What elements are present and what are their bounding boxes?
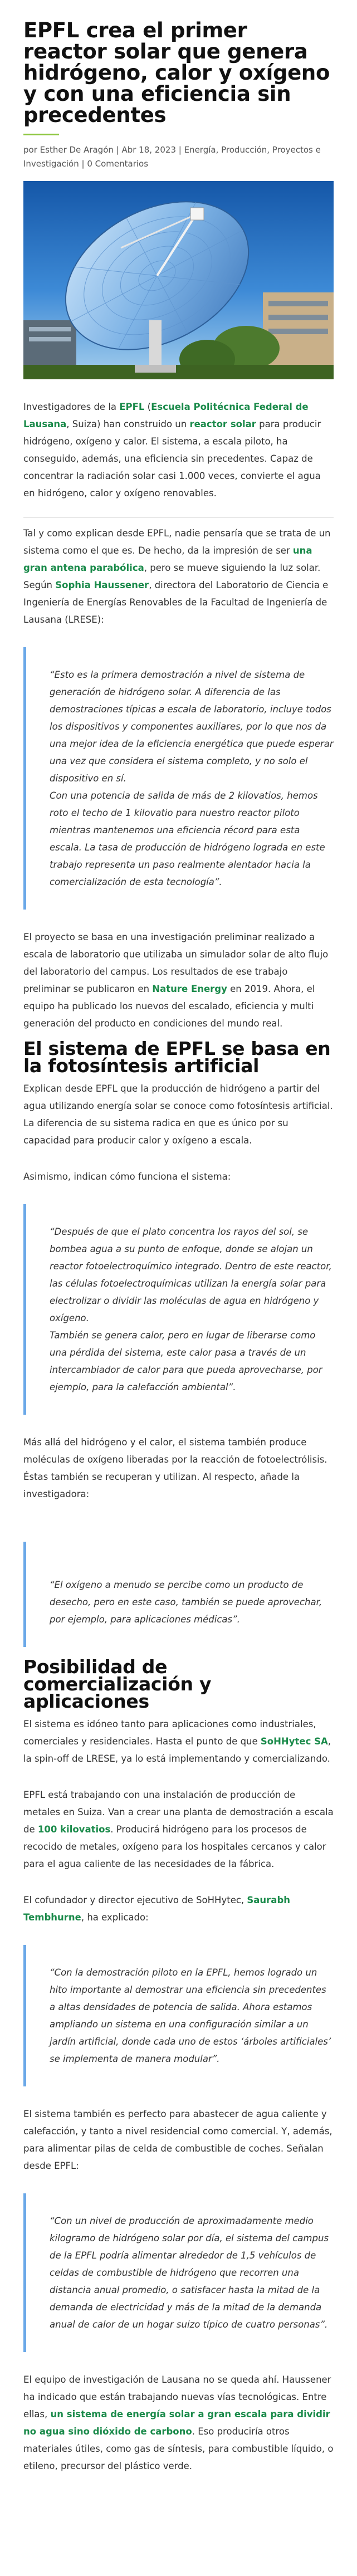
text-run: ( — [144, 402, 151, 412]
quote-system — [23, 1204, 334, 1415]
link-saurabh-tembhurne[interactable]: Saurabh Tembhurne — [23, 1895, 290, 1923]
article-title: EPFL crea el primer reactor solar que genera hidrógeno, calor y oxígeno y con una eficiencia sin precedentes — [23, 18, 330, 127]
spacer — [23, 1415, 334, 1434]
text-run: , la spin-off de LRESE, ya lo está implementando y comercializando. — [23, 1736, 331, 1764]
comments-link[interactable]: 0 Comentarios — [87, 159, 149, 169]
solar-dish-illustration — [23, 181, 334, 379]
spacer — [23, 1503, 334, 1542]
link-sophia-haussener[interactable]: Sophia Haussener — [55, 580, 149, 590]
text-run: , pero se mueve siguiendo la luz solar. Según — [23, 563, 321, 590]
link-reactor-solar[interactable]: reactor solar — [189, 419, 256, 429]
meta-separator: | — [175, 145, 184, 155]
spacer — [23, 1149, 334, 1168]
spacer — [23, 910, 334, 928]
paragraph — [23, 1786, 334, 1873]
quote-text: “El oxígeno a menudo se percibe como un producto de desecho, pero en este caso, también se puede aprovechar, por ejemplo, para aplicaciones médicas”. — [50, 1580, 322, 1625]
text-run: EPFL está trabajando con una instalación de producción de metales en Suiza. Van a crear una planta de demostración a escala de — [23, 1790, 334, 1835]
text-run: Investigadores de la — [23, 402, 120, 412]
meta-by: por — [23, 145, 37, 155]
text-run: en 2019. Ahora, el equipo ha publicado los nuevos del escalado, eficiencia y multi generación del producto en condiciones del mundo real. — [23, 984, 315, 1029]
intro-paragraph — [23, 398, 334, 502]
quote-oxygen — [23, 1542, 334, 1647]
text-run: , ha explicado: — [81, 1912, 149, 1923]
link-antena-parabolica[interactable]: una gran antena parabólica — [23, 545, 312, 573]
section-heading: Posibilidad de comercialización y aplicaciones — [23, 1656, 212, 1712]
quote-text: También se genera calor, pero en lugar de liberarse como una pérdida del sistema, este calor pasa a través de un intercambiador de calor para que pueda aprovecharse, por ejemplo, para la calefacción ambiental”. — [50, 1330, 322, 1392]
spacer — [23, 628, 334, 647]
link-epfl[interactable]: EPFL — [119, 402, 145, 412]
category-link-proyectos[interactable]: Proyectos e Investigación — [23, 145, 321, 169]
paragraph: Más allá del hidrógeno y el calor, el sistema también produce moléculas de oxígeno liberadas por la reacción de fotoelectrólisis. Éstas también se recuperan y utilizan. Al respecto, añade la investigadora: — [23, 1437, 327, 1499]
text-run: El sistema es idóneo tanto para aplicaciones como industriales, comerciales y residenciales. Hasta el punto de que — [23, 1719, 316, 1747]
quote-haussener — [23, 647, 334, 910]
text-run: , Suiza) han construido un — [66, 419, 190, 429]
text-run: El proyecto se basa en una investigación preliminar realizado a escala de laboratorio que utilizaba un simulador solar de alto flujo del laboratorio del campus. Los resultados de ese trabajo preliminar se publicaron en — [23, 932, 329, 994]
spacer — [23, 2352, 334, 2371]
paragraph — [23, 525, 334, 628]
meta-comma: , — [216, 145, 222, 155]
paragraph — [23, 1891, 334, 1926]
text-run: . Producirá hidrógeno para los procesos de recocido de metales, oxígeno para los hospitales cercanos y calor para el agua caliente de las necesidades de la fábrica. — [23, 1824, 326, 1869]
quote-text: Con una potencia de salida de más de 2 kilovatios, hemos roto el techo de 1 kilovatio para nuestro reactor piloto mientras mantenemos una eficiencia récord para esta escala. La tasa de producción de hidrógeno lograda en este trabajo representa un paso realmente alentador hacia la comercialización de esta tecnología”. — [50, 790, 325, 887]
link-escuela-politecnica[interactable]: Escuela Politécnica Federal de Lausana — [23, 402, 309, 429]
link-100-kilovatios[interactable]: 100 kilovatios — [37, 1824, 111, 1835]
quote-text: “Esto es la primera demostración a nivel de sistema de generación de hidrógeno solar. A diferencia de las demostraciones típicas a escala de laboratorio, incluye todos los dispositivos y componentes auxiliares, por lo que nos da una mejor idea de la eficiencia energética que puede esperar una vez que considera el sistema completo, y no solo el dispositivo en sí. — [50, 669, 334, 784]
author-link[interactable]: Esther De Aragón — [40, 145, 114, 155]
meta-separator: | — [79, 159, 87, 169]
text-run: El equipo de investigación de Lausana no se queda ahí. Haussener ha indicado que están trabajando nuevas vías tecnológicas. Entre ellas, — [23, 2374, 331, 2419]
text-run: . Eso produciría otros materiales útiles, como gas de síntesis, para combustible líquido, o etileno, precursor del plástico verde. — [23, 2426, 334, 2471]
quote-text: “Con la demostración piloto en la EPFL, hemos logrado un hito importante al demostrar una eficiencia sin precedentes a altas densidades de potencia de salida. Ahora estamos ampliando un sistema en una configuración similar a un jardín artificial, donde cada uno de estos ‘árboles artificiales’ se implementa de manera modular”. — [50, 1967, 331, 2064]
text-run: , directora del Laboratorio de Ciencia e Ingeniería de Energías Renovables de la Facultad de Ingeniería de Lausana (LRESE): — [23, 580, 329, 625]
spacer — [23, 1873, 334, 1891]
spacer — [23, 1767, 334, 1786]
paragraph: Explican desde EPFL que la producción de hidrógeno a partir del agua utilizando energía solar se conoce como fotosíntesis artificial. La diferencia de su sistema radica en que es único por su capacidad para producir calor y oxígeno a escala. — [23, 1083, 333, 1146]
text-run: Tal y como explican desde EPFL, nadie pensaría que se trata de un sistema como el que es. De hecho, da la impresión de ser — [23, 528, 331, 556]
quote-text: “Con un nivel de producción de aproximadamente medio kilogramo de hidrógeno solar por día, el sistema del campus de la EPFL podría alimentar alrededor de 1,5 vehículos de celdas de combustible de hidrógeno que recorren una distancia anual promedio, o satisfacer hasta la mitad de la demanda de electricidad y más de la mitad de la demanda anual de calor de un hogar suizo típico de cuatro personas”. — [50, 2216, 329, 2330]
spacer — [23, 2086, 334, 2105]
spacer — [23, 2174, 334, 2193]
quote-text: “Después de que el plato concentra los rayos del sol, se bombea agua a su punto de enfoque, donde se alojan un reactor fotoelectroquímico integrado. Dentro de este reactor, las células fotoelectroquímicas utilizan la energía solar para electrolizar o dividir las moléculas de agua en hidrógeno y oxígeno. — [50, 1226, 332, 1323]
post-date: Abr 18, 2023 — [121, 145, 176, 155]
paragraph — [23, 2371, 334, 2475]
paragraph: El sistema también es perfecto para abastecer de agua caliente y calefacción, y tanto a nivel residencial como comercial. Y, además, para alimentar pilas de celda de combustible de coches. Señalan desde EPFL: — [23, 2109, 332, 2171]
text-run: para producir hidrógeno, oxígeno y calor. El sistema, a escala piloto, ha conseguido, además, una eficiencia sin precedentes. Capaz de concentrar la radiación solar casi 1.000 veces, convierte el agua en hidrógeno, calor y oxígeno renovables. — [23, 419, 321, 498]
link-nature-energy[interactable]: Nature Energy — [152, 984, 227, 994]
text-run: El cofundador y director ejecutivo de SoHHytec, — [23, 1895, 247, 1905]
category-link-energia[interactable]: Energía — [184, 145, 216, 155]
title-underline — [23, 134, 59, 135]
meta-comma: , — [267, 145, 272, 155]
paragraph — [23, 1715, 334, 1767]
spacer — [23, 502, 334, 517]
section-heading: El sistema de EPFL se basa en la fotosíntesis artificial — [23, 1038, 331, 1077]
spacer — [23, 1185, 334, 1204]
hero-image-solar-dish — [23, 181, 334, 379]
spacer — [23, 379, 334, 398]
link-sohhytec[interactable]: SoHHytec SA — [260, 1736, 328, 1747]
post-meta — [23, 143, 334, 171]
quote-campus-production — [23, 2193, 334, 2352]
spacer — [23, 518, 334, 525]
quote-tembhurne — [23, 1945, 334, 2086]
paragraph — [23, 928, 334, 1032]
spacer — [23, 1926, 334, 1945]
category-link-produccion[interactable]: Producción — [221, 145, 267, 155]
link-energia-solar-gran-escala[interactable]: un sistema de energía solar a gran escala para dividir no agua sino dióxido de carbono — [23, 2409, 330, 2437]
meta-separator: | — [113, 145, 122, 155]
paragraph: Asimismo, indican cómo funciona el sistema: — [23, 1171, 231, 1182]
